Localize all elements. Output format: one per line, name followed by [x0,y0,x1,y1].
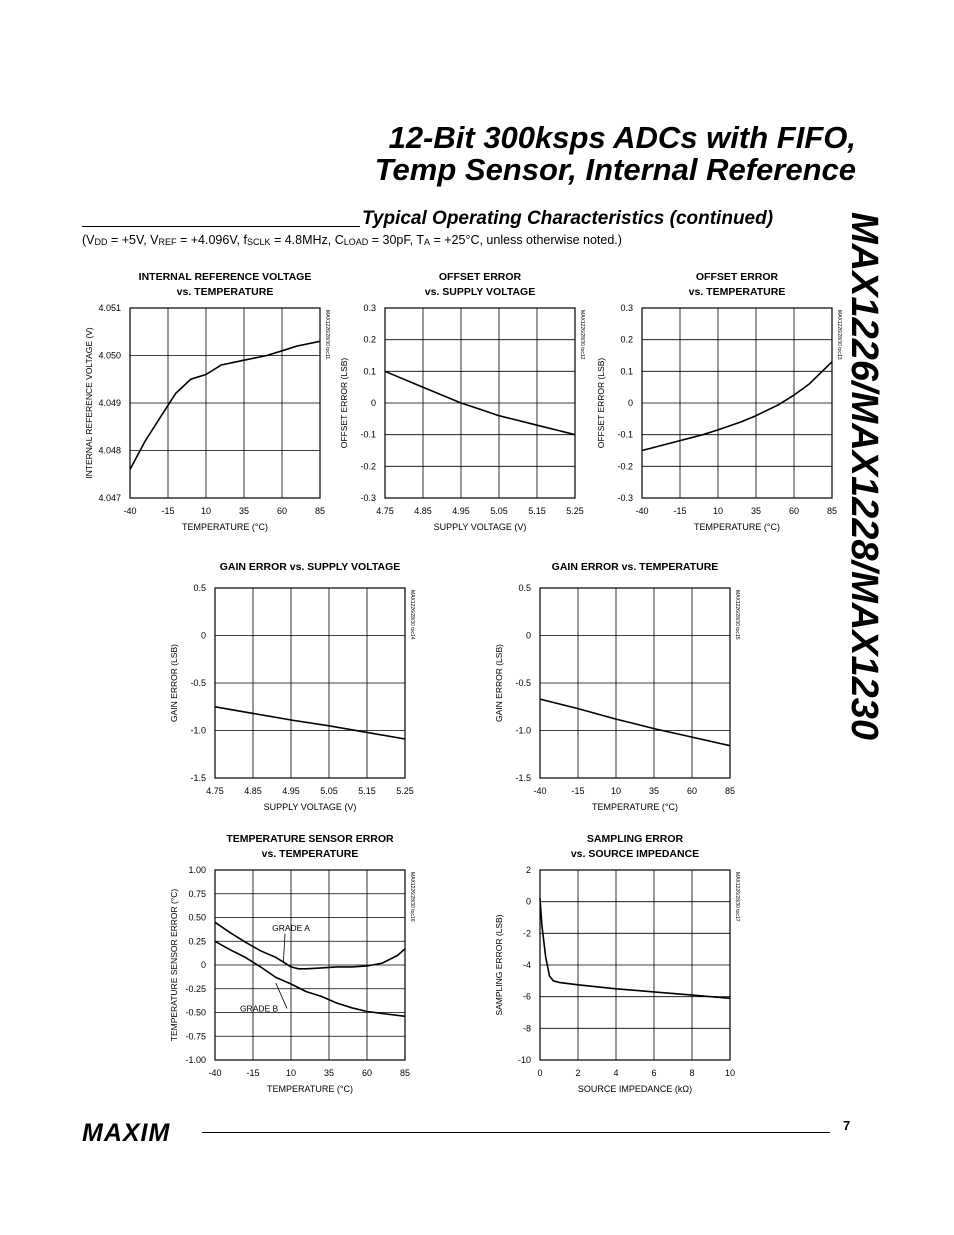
cond-fsclk-sym: f [243,233,247,247]
y-tick-label: 4.048 [98,445,121,456]
y-tick-label: -1.5 [190,773,206,783]
y-tick-label: -0.3 [617,493,633,503]
y-axis-label: SAMPLING ERROR (LSB) [494,914,504,1016]
page-title-line2: Temp Sensor, Internal Reference [374,152,856,187]
section-title: Typical Operating Characteristics (continued) [362,208,774,229]
x-tick-label: 5.15 [358,786,376,796]
x-tick-label: 10 [200,506,212,516]
x-tick-label: 8 [689,1068,695,1078]
x-axis-label: SUPPLY VOLTAGE (V) [263,802,357,812]
y-tick-label: -0.50 [185,1007,206,1018]
cond-cload-sub: LOAD [343,237,369,247]
x-tick-label: -15 [673,506,687,516]
y-tick-label: -1.00 [185,1055,206,1065]
y-tick-label: 0 [627,398,633,408]
chart-title: TEMPERATURE SENSOR ERROR [226,833,394,845]
page-title-line1: 12-Bit 300ksps ADCs with FIFO, [388,120,856,155]
chart-toc15 [494,561,740,812]
x-tick-label: 85 [826,506,838,516]
y-tick-label: 0 [200,630,206,641]
x-tick-label: -40 [208,1068,222,1078]
y-tick-label: 0.1 [620,366,633,377]
x-tick-label: 85 [724,786,736,796]
x-tick-label: -40 [123,506,137,516]
x-tick-label: 2 [575,1068,581,1078]
cond-open: ( [82,233,87,247]
y-tick-label: 0.25 [188,936,206,947]
y-tick-label: -0.3 [360,493,376,503]
x-tick-label: 60 [686,786,698,796]
chart-toc11 [84,271,330,532]
x-tick-label: 4.85 [244,786,262,796]
figure-code: MAX1226/28/30 toc11 [324,310,330,360]
cond-vdd-val: = +5V, [107,233,151,247]
chart-title: OFFSET ERROR [438,271,522,283]
y-tick-label: -0.25 [185,983,206,994]
x-tick-label: 10 [712,506,724,516]
annotation-grade-a: GRADE A [272,922,310,933]
y-tick-label: 4.050 [98,350,121,361]
x-tick-label: 35 [323,1068,335,1078]
y-tick-label: 0.3 [363,303,376,313]
x-tick-label: 4.85 [414,506,432,516]
x-tick-label: 60 [361,1068,373,1078]
y-tick-label: -0.5 [515,678,531,688]
maxim-logo: MAXIM [82,1119,171,1147]
y-tick-label: 4.049 [98,398,121,408]
y-tick-label: 4.047 [98,493,121,503]
y-tick-label: -1.0 [515,725,531,736]
chart-title: GAIN ERROR vs. TEMPERATURE [551,561,719,573]
x-tick-label: 10 [285,1068,297,1078]
y-tick-label: -1.0 [190,725,206,736]
cond-vdd-sub: DD [94,237,108,247]
y-tick-label: 0.5 [193,583,206,593]
chart-toc12 [339,271,585,532]
page-number: 7 [843,1118,851,1133]
x-tick-label: -40 [533,786,547,796]
x-tick-label: 35 [750,506,762,516]
y-tick-label: 0.1 [363,366,376,377]
x-tick-label: 35 [238,506,250,516]
side-part-number: MAX1226/MAX1228/MAX1230 [843,212,885,741]
x-tick-label: 4.95 [452,506,470,516]
cond-cload-sym: C [334,233,344,247]
cond-ta-sub: A [424,237,431,247]
annotation-leader [283,934,285,962]
series-line [215,707,405,739]
y-tick-label: 0.5 [518,583,531,593]
footer-rule [202,1132,830,1133]
x-tick-label: -15 [161,506,175,516]
chart-title: vs. TEMPERATURE [688,286,786,298]
chart-title: GAIN ERROR vs. SUPPLY VOLTAGE [219,561,401,573]
figure-code: MAX1226/28/30 toc15 [734,590,740,640]
x-tick-label: -15 [246,1068,260,1078]
figure-code: MAX1226/28/30 toc14 [409,590,415,640]
x-tick-label: 60 [788,506,800,516]
y-tick-label: -2 [522,928,531,939]
chart-title: vs. TEMPERATURE [261,848,359,860]
figure-code: MAX1226/28/30 toc12 [579,310,585,360]
x-axis-label: TEMPERATURE (°C) [267,1084,353,1094]
y-tick-label: 0.50 [188,912,206,923]
chart-title: INTERNAL REFERENCE VOLTAGE [138,271,312,283]
y-tick-label: 0 [525,630,531,641]
cond-fsclk-val: = 4.8MHz, [270,233,335,247]
figure-code: MAX1226/28/30 toc16 [409,872,415,922]
y-tick-label: 0 [200,960,206,970]
chart-title: vs. SOURCE IMPEDANCE [570,848,700,860]
annotation-grade-b: GRADE B [239,1003,279,1014]
y-axis-label: OFFSET ERROR (LSB) [596,357,606,449]
cond-vref-sym: V [150,233,159,247]
x-tick-label: 5.05 [320,786,338,796]
y-tick-label: -1.5 [515,773,531,783]
figure-code: MAX1226/28/30 toc13 [836,310,842,360]
y-tick-label: -0.1 [617,429,633,440]
y-tick-label: -0.2 [360,461,376,472]
x-axis-label: SUPPLY VOLTAGE (V) [433,522,527,532]
x-axis-label: TEMPERATURE (°C) [694,522,780,532]
x-tick-label: 10 [724,1068,736,1078]
y-axis-label: OFFSET ERROR (LSB) [339,357,349,449]
chart-title: vs. SUPPLY VOLTAGE [424,286,536,298]
x-tick-label: 5.15 [528,506,546,516]
x-tick-label: 4 [613,1068,619,1078]
x-tick-label: 5.05 [490,506,508,516]
chart-toc14 [169,561,415,812]
y-tick-label: 0.2 [363,334,376,345]
x-tick-label: -40 [635,506,649,516]
y-axis-label: GAIN ERROR (LSB) [494,644,504,722]
y-tick-label: 0 [525,896,531,907]
x-axis-label: TEMPERATURE (°C) [592,802,678,812]
cond-ta-sym: T [416,233,424,247]
x-tick-label: 10 [610,786,622,796]
x-tick-label: 60 [276,506,288,516]
x-tick-label: 85 [314,506,326,516]
x-tick-label: 5.25 [566,506,584,516]
chart-toc17 [494,833,740,1094]
x-tick-label: 85 [399,1068,411,1078]
y-tick-label: -4 [522,960,531,970]
x-tick-label: -15 [571,786,585,796]
y-tick-label: -0.5 [190,678,206,688]
chart-title: SAMPLING ERROR [586,833,684,845]
y-tick-label: 0.2 [620,334,633,345]
y-axis-label: INTERNAL REFERENCE VOLTAGE (V) [84,327,94,479]
series-line [540,899,730,999]
y-tick-label: 0 [370,398,376,408]
y-tick-label: -0.1 [360,429,376,440]
y-tick-label: -10 [517,1055,531,1065]
y-tick-label: 4.051 [98,303,121,313]
chart-title: vs. TEMPERATURE [176,286,274,298]
figure-code: MAX1226/28/30 toc17 [734,872,740,922]
x-axis-label: SOURCE IMPEDANCE (kΩ) [577,1084,693,1094]
y-tick-label: 2 [525,865,531,875]
x-tick-label: 5.25 [396,786,414,796]
series-line [540,699,730,746]
x-tick-label: 4.75 [376,506,394,516]
cond-ta-val: = +25°C, unless otherwise noted.) [430,233,622,247]
cond-vref-val: = +4.096V, [176,233,244,247]
x-tick-label: 4.95 [282,786,300,796]
y-tick-label: 0.75 [188,888,206,899]
series-line [642,362,832,451]
cond-cload-val: = 30pF, [368,233,417,247]
y-tick-label: -6 [522,991,531,1002]
y-tick-label: 1.00 [188,865,206,875]
cond-vdd-sym: V [86,233,95,247]
series-line-grade-a [215,922,405,969]
x-axis-label: TEMPERATURE (°C) [182,522,268,532]
cond-vref-sub: REF [158,237,177,247]
x-tick-label: 4.75 [206,786,224,796]
y-tick-label: -0.75 [185,1031,206,1042]
cond-fsclk-sub: SCLK [246,237,271,247]
y-tick-label: 0.3 [620,303,633,313]
x-tick-label: 0 [537,1068,543,1078]
chart-title: OFFSET ERROR [695,271,779,283]
y-axis-label: TEMPERATURE SENSOR ERROR (°C) [169,888,179,1042]
x-tick-label: 6 [651,1068,657,1078]
x-tick-label: 35 [648,786,660,796]
chart-toc13 [596,271,842,532]
chart-toc16 [169,833,415,1094]
y-axis-label: GAIN ERROR (LSB) [169,644,179,722]
y-tick-label: -0.2 [617,461,633,472]
y-tick-label: -8 [522,1023,531,1034]
